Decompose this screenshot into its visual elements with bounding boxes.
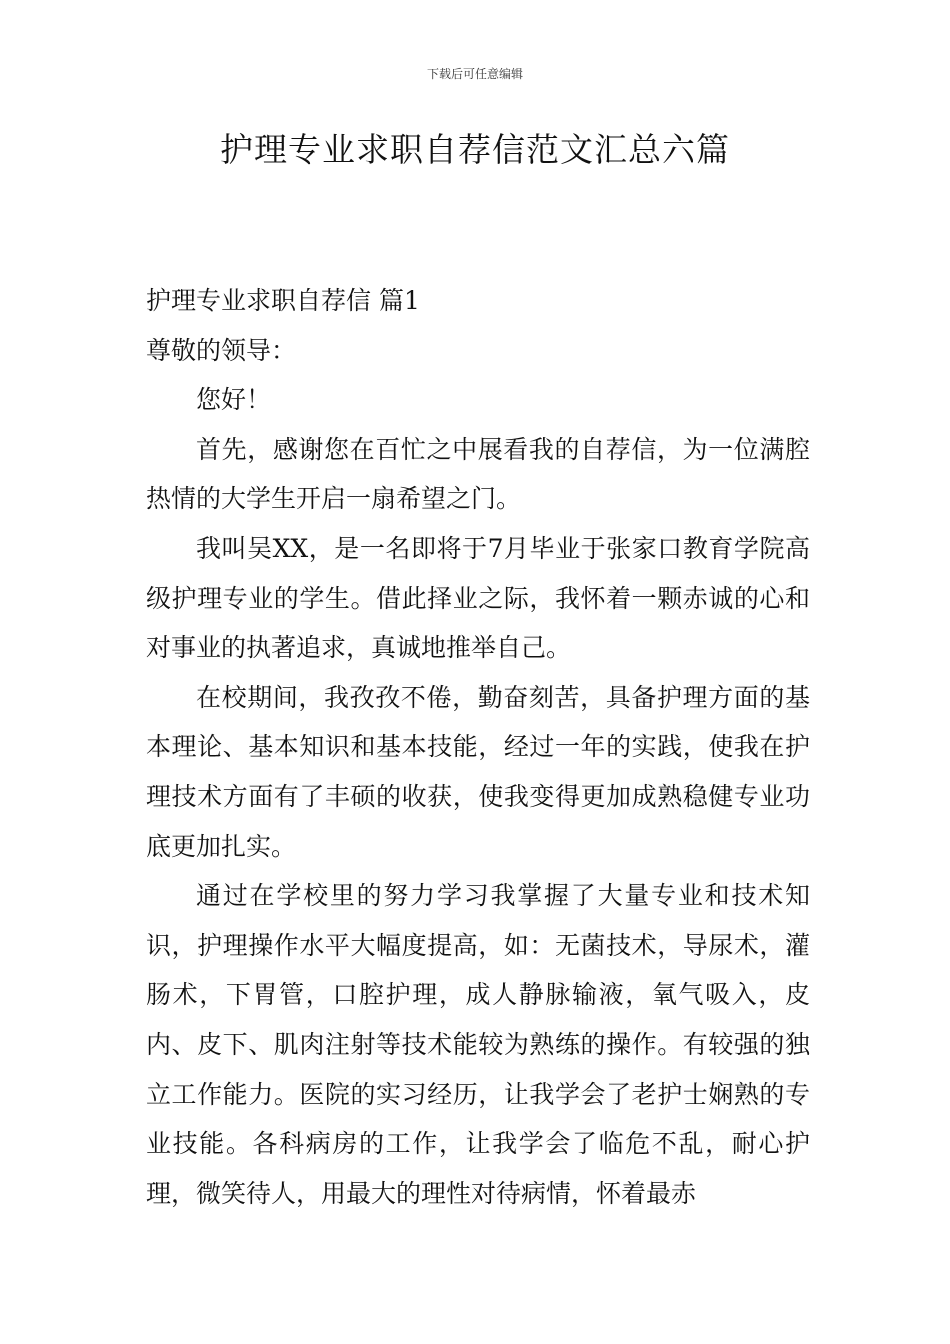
paragraph: 我叫吴XX，是一名即将于7月毕业于张家口教育学院高级护理专业的学生。借此择业之际，我怀着一颗赤诚的心和对事业的执著追求，真诚地推举自己。 — [146, 533, 810, 663]
greeting: 您好！ — [196, 385, 272, 415]
salutation: 尊敬的领导： — [146, 335, 297, 365]
document-title: 护理专业求职自荐信范文汇总六篇 — [220, 130, 730, 169]
header-note: 下载后可任意编辑 — [426, 67, 523, 81]
paragraph: 首先，感谢您在百忙之中展看我的自荐信，为一位满腔热情的大学生开启一扇希望之门。 — [146, 434, 810, 514]
paragraph: 通过在学校里的努力学习我掌握了大量专业和技术知识，护理操作水平大幅度提高，如：无菌技术，导尿术，灌肠术，下胃管，口腔护理，成人静脉输液，氧气吸入，皮内、皮下、肌肉注射等技术能较为熟练的操作。有较强的独立工作能力。医院的实习经历，让我学会了老护士娴熟的专业技能。各科病房的工作，让我学会了临危不乱，耐心护理，微笑待人，用最大的理性对待病情，怀着最赤 — [146, 881, 810, 1208]
document-body — [146, 276, 810, 1218]
section-heading: 护理专业求职自荐信 篇1 — [146, 286, 420, 315]
paragraph: 在校期间，我孜孜不倦，勤奋刻苦，具备护理方面的基本理论、基本知识和基本技能，经过一年的实践，使我在护理技术方面有了丰硕的收获，使我变得更加成熟稳健专业功底更加扎实。 — [146, 682, 810, 861]
